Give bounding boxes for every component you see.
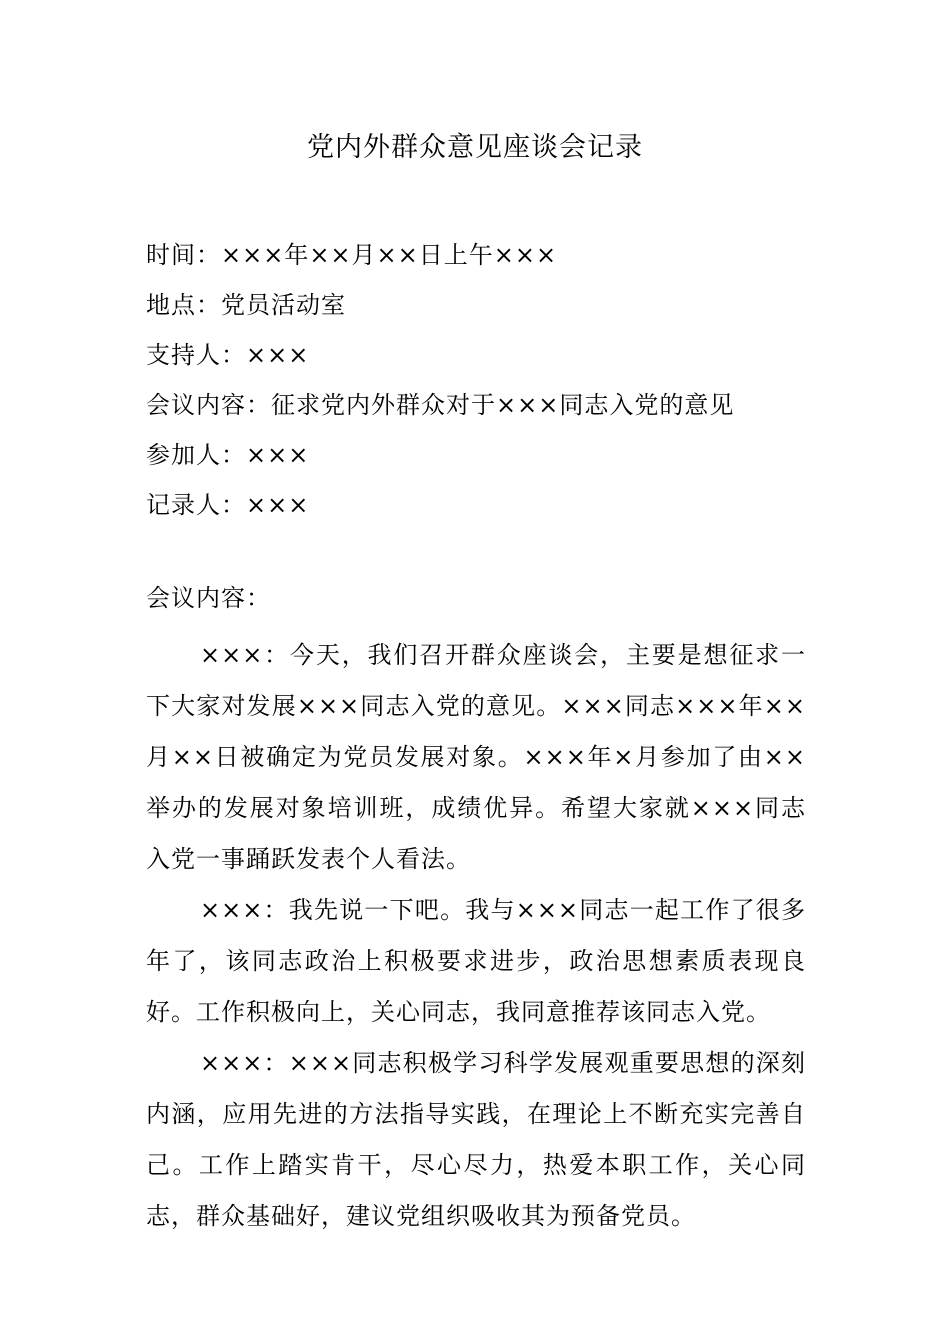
statement-paragraph: ×××：今天，我们召开群众座谈会，主要是想征求一下大家对发展×××同志入党的意见。×××同志×××年××月××日被确定为党员发展对象。×××年×月参加了由××举办的发展对象培训班，成绩优异。希望大家就×××同志入党一事踊跃发表个人看法。 (146, 641, 806, 873)
meeting-minutes (146, 630, 806, 1242)
content-heading: 会议内容： (146, 584, 271, 612)
meeting-time: 时间：×××年××月××日上午××× (146, 241, 558, 269)
meeting-topic: 会议内容：征求党内外群众对于×××同志入党的意见 (146, 391, 735, 419)
meeting-recorder: 记录人：××× (146, 491, 310, 519)
meeting-location: 地点：党员活动室 (146, 291, 346, 319)
meeting-host: 支持人：××× (146, 341, 310, 369)
meeting-info (146, 230, 826, 530)
statement-paragraph: ×××：我先说一下吧。我与×××同志一起工作了很多年了，该同志政治上积极要求进步，政治思想素质表现良好。工作积极向上，关心同志，我同意推荐该同志入党。 (146, 896, 806, 1026)
meeting-attendees: 参加人：××× (146, 441, 310, 469)
statement-paragraph: ×××：×××同志积极学习科学发展观重要思想的深刻内涵，应用先进的方法指导实践，在理论上不断充实完善自己。工作上踏实肯干，尽心尽力，热爱本职工作，关心同志，群众基础好，建议党组织吸收其为预备党员。 (146, 1049, 806, 1230)
document-title: 党内外群众意见座谈会记录 (307, 132, 643, 163)
